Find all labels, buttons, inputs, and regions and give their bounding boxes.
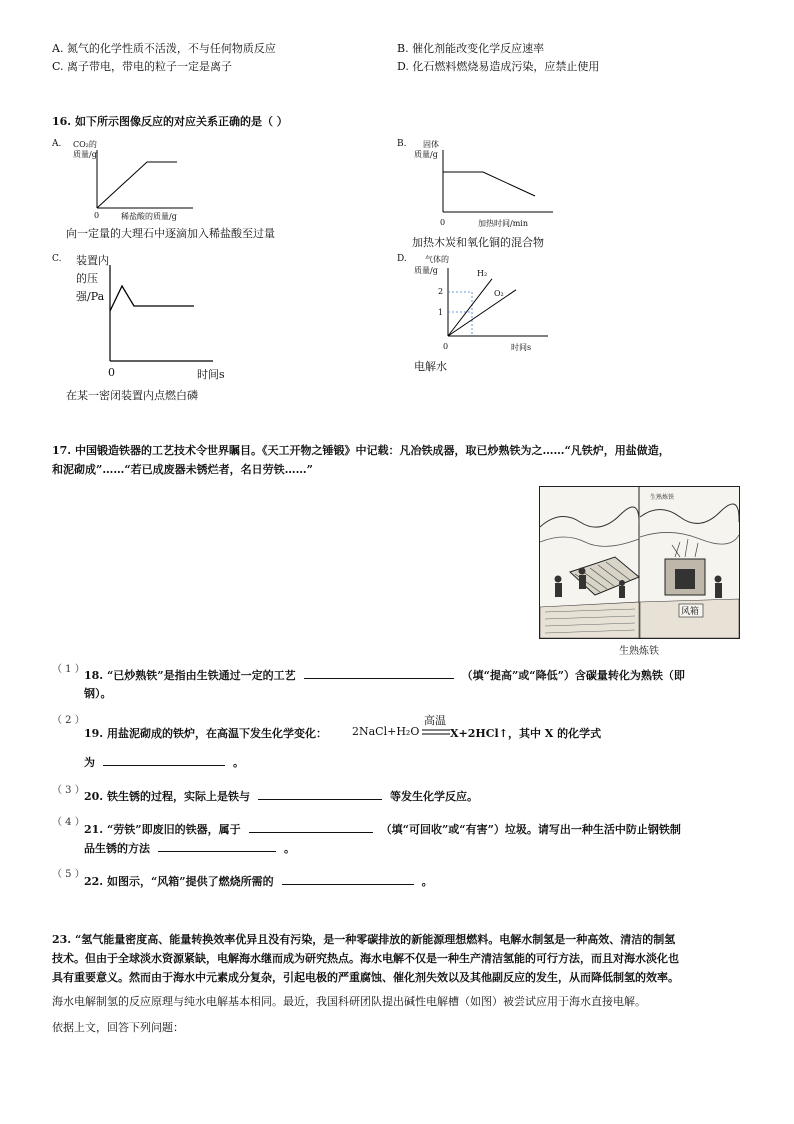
- subq-2-line2: [84, 753, 244, 770]
- q15-option-b: B. 催化剂能改变化学反应速率: [397, 42, 545, 55]
- graph-c-caption: 在某一密闭装置内点燃白磷: [66, 389, 198, 402]
- woodcut-title: 生熟炼铁: [650, 494, 675, 501]
- q15-option-a: A. 氮气的化学性质不活泼，不与任何物质反应: [52, 42, 276, 55]
- subq-4-text: [84, 820, 681, 837]
- bellows-label: 风箱: [681, 607, 700, 617]
- subq-3-post: 等发生化学反应。: [389, 790, 478, 803]
- graph-d-tick-1: 1: [438, 308, 444, 317]
- graph-a-plot: [85, 150, 195, 212]
- subq-4-line2-pre: 品生锈的方法: [84, 842, 150, 855]
- graph-d-plot: [440, 268, 550, 340]
- subq-3-answer-blank[interactable]: [258, 787, 382, 800]
- illustration-caption: 生熟炼铁: [619, 646, 659, 657]
- graph-d-xlabel: 时间s: [511, 343, 532, 352]
- subq-4-pre: 21. “劳铁”即废旧的铁器，属于: [84, 823, 241, 836]
- subq-4-line2-post: 。: [284, 842, 295, 855]
- subq-3-number: （ 3 ）: [52, 785, 85, 796]
- q15-option-d: D. 化石燃料燃烧易造成污染，应禁止使用: [397, 60, 600, 73]
- graph-b-xlabel: 加热时间/min: [478, 219, 528, 228]
- subq-5-text: [84, 872, 433, 889]
- graph-b-ylabel-2: 质量/g: [414, 150, 438, 159]
- graph-a-ylabel-2: 质量/g: [73, 150, 97, 159]
- graph-d-o2-line: [448, 290, 516, 336]
- graph-d-h2-line: [448, 279, 492, 336]
- graph-b-plot: [435, 150, 555, 216]
- graph-a-origin: 0: [94, 211, 100, 220]
- subq-5-pre: 22. 如图示，“风箱”提供了燃烧所需的: [84, 875, 274, 888]
- subq-1-answer-blank[interactable]: [304, 666, 454, 679]
- woodcut-drawing: [540, 487, 739, 638]
- graph-c-origin: 0: [108, 366, 115, 379]
- subq-3-text: [84, 787, 478, 804]
- graph-a-xlabel: 稀盐酸的质量/g: [121, 212, 177, 221]
- subq-1-text: [84, 666, 685, 683]
- q17-intro-line2: 和泥砌成”……“若已成废器未锈烂者，名日劳铁……”: [52, 463, 313, 476]
- subq-1-pre: 18. “已炒熟铁”是指由生铁通过一定的工艺: [84, 669, 296, 682]
- graph-d-ylabel-1: 气体的: [425, 255, 449, 264]
- ironmaking-illustration: [539, 486, 740, 639]
- graph-c-ylabel-1: 装置内: [76, 254, 109, 267]
- subq-2-eq-sign: [422, 728, 450, 736]
- subq-4-number: （ 4 ）: [52, 817, 85, 828]
- subq-1-number: （ 1 ）: [52, 664, 85, 675]
- subq-3-pre: 20. 铁生锈的过程，实际上是铁与: [84, 790, 250, 803]
- graph-a-line: [97, 162, 177, 208]
- graph-a-letter: A.: [52, 139, 62, 149]
- graph-d-letter: D.: [397, 254, 407, 264]
- graph-c-ylabel-2: 的压: [76, 272, 98, 285]
- graph-c-xlabel: 时间s: [197, 368, 225, 381]
- graph-c-letter: C.: [52, 254, 62, 264]
- subq-4-method-blank[interactable]: [158, 839, 276, 852]
- subq-5-answer-blank[interactable]: [282, 872, 414, 885]
- graph-b-origin: 0: [440, 218, 446, 227]
- graph-b-ylabel-1: 固体: [423, 140, 439, 149]
- graph-d-h2-label: H₂: [477, 269, 488, 278]
- subq-2-eq-right: X+2HCl↑，其中 X 的化学式: [450, 727, 602, 740]
- subq-1-line2: 钢）。: [84, 687, 112, 700]
- subq-4-answer-blank[interactable]: [249, 820, 373, 833]
- graph-d-origin: 0: [443, 342, 449, 351]
- graph-c-ylabel-3: 强/Pa: [76, 290, 105, 303]
- graph-d-tick-2: 2: [438, 287, 444, 296]
- subq-2-answer-blank[interactable]: [103, 753, 225, 766]
- subq-2-eq-condition: 高温: [424, 714, 446, 727]
- q23-line4: 海水电解制氢的反应原理与纯水电解基本相同。最近，我国科研团队提出碱性电解槽（如图）被尝试应用于海水直接电解。: [52, 995, 646, 1008]
- graph-a-caption: 向一定量的大理石中逐滴加入稀盐酸至过量: [66, 227, 275, 240]
- q16-stem: 16. 如下所示图像反应的对应关系正确的是（ ）: [52, 115, 288, 128]
- subq-2-line2-pre: 为: [84, 756, 95, 769]
- subq-5-number: （ 5 ）: [52, 869, 85, 880]
- graph-b-letter: B.: [397, 139, 407, 149]
- graph-b-line: [443, 172, 535, 196]
- q23-line2: 技术。但由于全球淡水资源紧缺，电解海水继而成为研究热点。海水电解不仅是一种生产清洁氢能的可行方法，而且对海水淡化也: [52, 952, 679, 965]
- graph-b-caption: 加热木炭和氧化铜的混合物: [412, 236, 544, 249]
- q17-intro-line1: 17. 中国锻造铁器的工艺技术令世界瞩目。《天工开物之锤锻》中记载：凡冶铁成器，取已炒熟铁为之……“凡铁炉，用盐做造，: [52, 444, 670, 457]
- graph-c-plot: [105, 265, 215, 365]
- subq-2-line2-post: 。: [233, 756, 244, 769]
- q23-line3: 具有重要意义。然而由于海水中元素成分复杂，引起电极的严重腐蚀、催化剂失效以及其他副反应的发生，从而降低制氢的效率。: [52, 971, 679, 984]
- graph-d-o2-label: O₂: [494, 289, 504, 298]
- subq-2-number: （ 2 ）: [52, 715, 85, 726]
- graph-a-ylabel-1: CO₂的: [73, 140, 97, 149]
- q15-option-c: C. 离子带电，带电的粒子一定是离子: [52, 60, 233, 73]
- subq-2-pre: 19. 用盐泥砌成的铁炉，在高温下发生化学变化：: [84, 727, 327, 740]
- subq-1-post: （填“提高”或“降低”）含碳量转化为熟铁（即: [461, 669, 685, 682]
- q23-line1: 23. “氢气能量密度高、能量转换效率优异且没有污染，是一种零碳排放的新能源理想燃料。电解水制氢是一种高效、清洁的制氢: [52, 933, 676, 946]
- subq-4-line2: [84, 839, 295, 856]
- subq-5-post: 。: [421, 875, 433, 888]
- graph-d-ylabel-2: 质量/g: [414, 266, 438, 275]
- q23-line5: 依据上文，回答下列问题：: [52, 1021, 184, 1034]
- subq-4-post: （填“可回收”或“有害”）垃圾。请写出一种生活中防止钢铁制: [380, 823, 681, 836]
- graph-d-caption: 电解水: [414, 360, 447, 373]
- graph-c-line: [110, 286, 194, 311]
- subq-2-eq-left: 2NaCl+H₂O: [352, 725, 420, 738]
